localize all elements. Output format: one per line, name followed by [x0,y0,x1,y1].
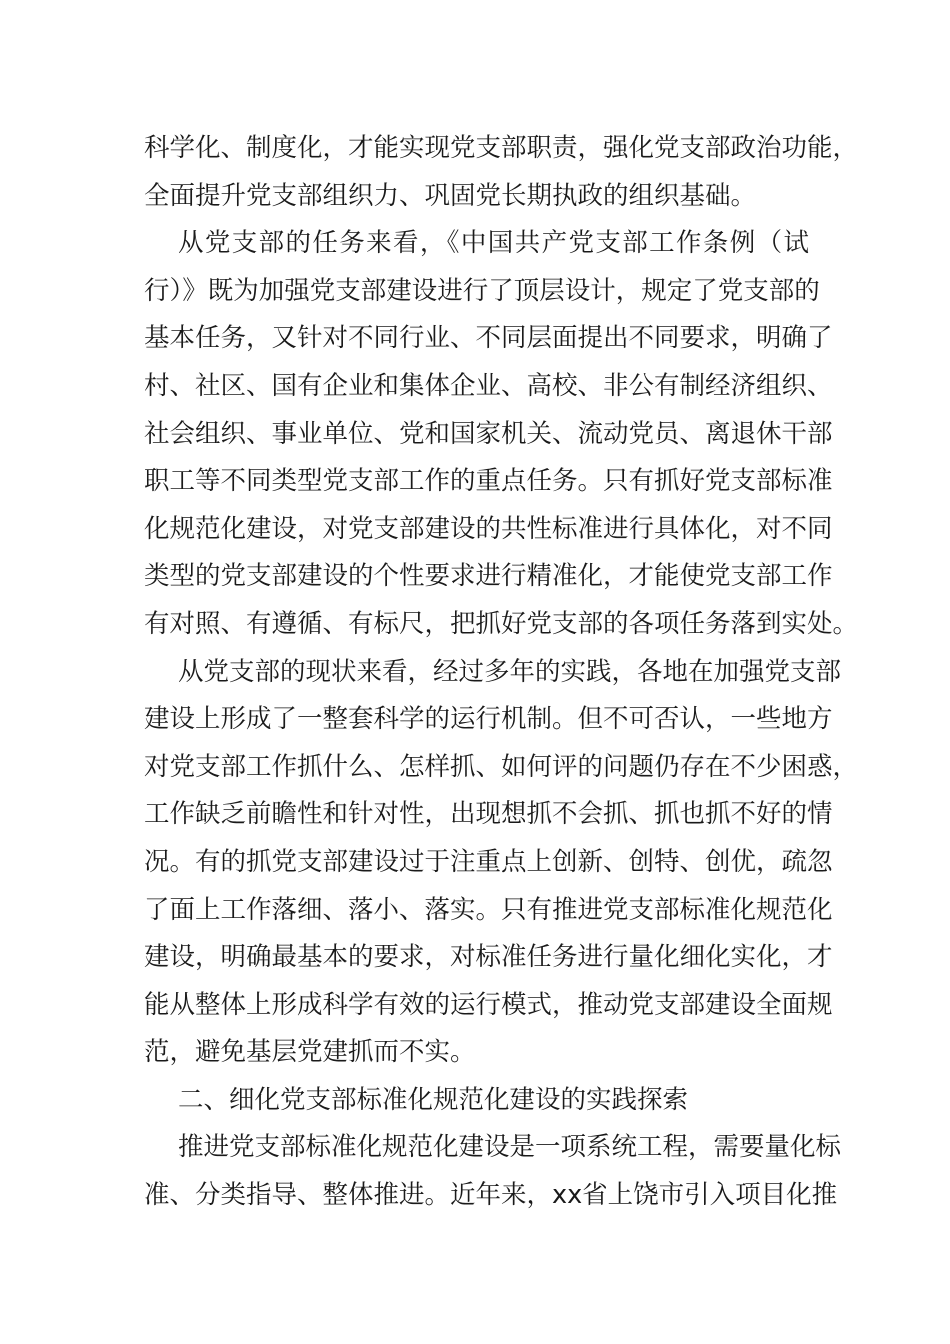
document-body [144,125,859,1220]
text-line: 建设，明确最基本的要求，对标准任务进行量化细化实化，才 [144,942,833,973]
text-line: 建设上形成了一整套科学的运行机制。但不可否认，一些地方 [144,704,833,735]
text-line: 从党支部的现状来看，经过多年的实践，各地在加强党支部 [178,656,842,687]
text-line: 准、分类指导、整体推进。近年来，xx省上饶市引入项目化推 [144,1180,838,1211]
text-line: 工作缺乏前瞻性和针对性，出现想抓不会抓、抓也抓不好的情 [144,799,833,830]
text-line: 行）》既为加强党支部建设进行了顶层设计，规定了党支部的 [144,275,820,306]
text-line: 范，避免基层党建抓而不实。 [144,1037,476,1068]
text-line: 科学化、制度化，才能实现党支部职责，强化党支部政治功能， [144,133,859,163]
text-line: 化规范化建设，对党支部建设的共性标准进行具体化，对不同 [144,513,833,544]
text-line: 能从整体上形成科学有效的运行模式，推动党支部建设全面规 [144,989,833,1020]
text-line: 职工等不同类型党支部工作的重点任务。只有抓好党支部标准 [144,466,833,497]
text-line: 全面提升党支部组织力、巩固党长期执政的组织基础。 [144,180,757,211]
text-line: 对党支部工作抓什么、怎样抓、如何评的问题仍存在不少困惑， [144,751,859,782]
text-line: 二、细化党支部标准化规范化建设的实践探索 [178,1084,689,1115]
text-line: 有对照、有遵循、有标尺，把抓好党支部的各项任务落到实处。 [144,608,859,639]
text-line: 从党支部的任务来看，《中国共产党支部工作条例（试 [178,228,809,259]
text-line: 村、社区、国有企业和集体企业、高校、非公有制经济组织、 [144,370,833,401]
text-line: 基本任务，又针对不同行业、不同层面提出不同要求，明确了 [144,323,833,354]
text-line: 社会组织、事业单位、党和国家机关、流动党员、离退休干部 [144,418,833,449]
text-line: 况。有的抓党支部建设过于注重点上创新、创特、创优，疏忽 [144,846,833,877]
text-line: 了面上工作落细、落小、落实。只有推进党支部标准化规范化 [144,894,833,925]
text-line: 类型的党支部建设的个性要求进行精准化，才能使党支部工作 [144,561,833,592]
text-line: 推进党支部标准化规范化建设是一项系统工程，需要量化标 [178,1132,842,1163]
